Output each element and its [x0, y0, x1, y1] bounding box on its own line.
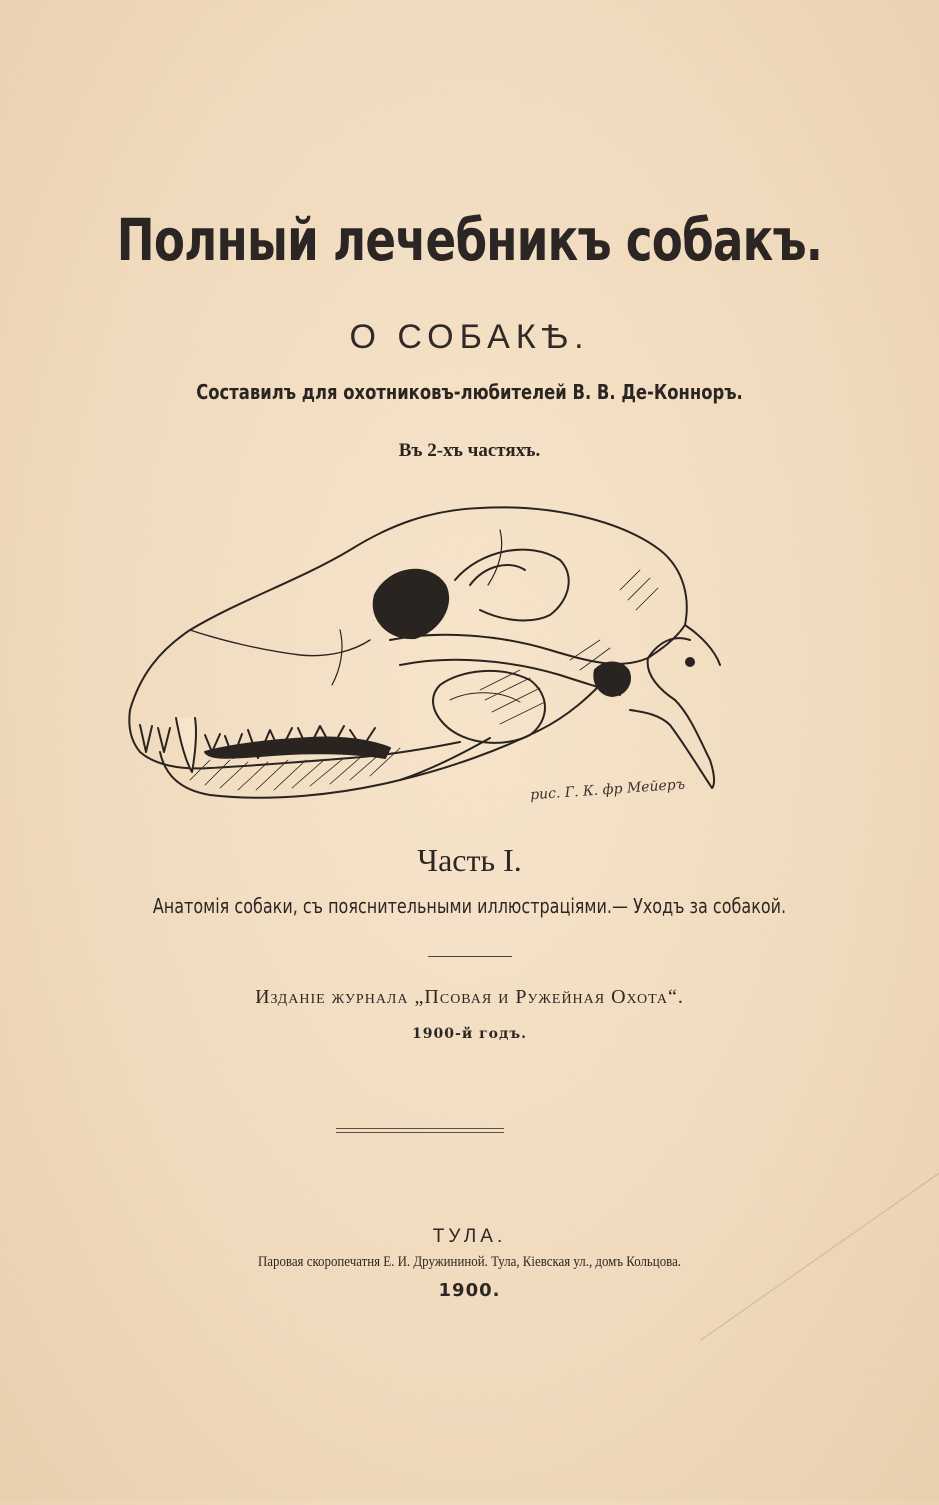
year-line: 1900-й годъ. — [412, 1026, 527, 1042]
book-title: Полный лечебникъ собакъ. — [116, 206, 823, 274]
edition-line: Изданіе журнала „Псовая и Ружейная Охота“. — [255, 986, 684, 1008]
parts-line: Въ 2-хъ частяхъ. — [398, 440, 541, 461]
book-subtitle: О СОБАКѢ. — [349, 318, 590, 356]
author-line: Составилъ для охотниковъ-любителей В. В. Де-Конноръ. — [196, 380, 743, 404]
artist-signature: рис. Г. К. фр Мейеръ — [529, 776, 686, 804]
divider — [428, 956, 512, 957]
publication-date: 1900. — [438, 1280, 501, 1301]
city: ТУЛА. — [432, 1226, 507, 1247]
double-rule-divider — [336, 1128, 504, 1133]
printer-line: Паровая скоропечатня Е. И. Дружининой. Тула, Кіевская ул., домъ Кольцова. — [257, 1254, 682, 1270]
part-title: Часть I. — [417, 842, 522, 878]
part-description: Анатомія собаки, съ пояснительными иллюстраціями.— Уходъ за собакой. — [152, 894, 787, 918]
paper-fold-mark — [700, 1168, 939, 1505]
dog-skull-illustration — [100, 490, 760, 830]
